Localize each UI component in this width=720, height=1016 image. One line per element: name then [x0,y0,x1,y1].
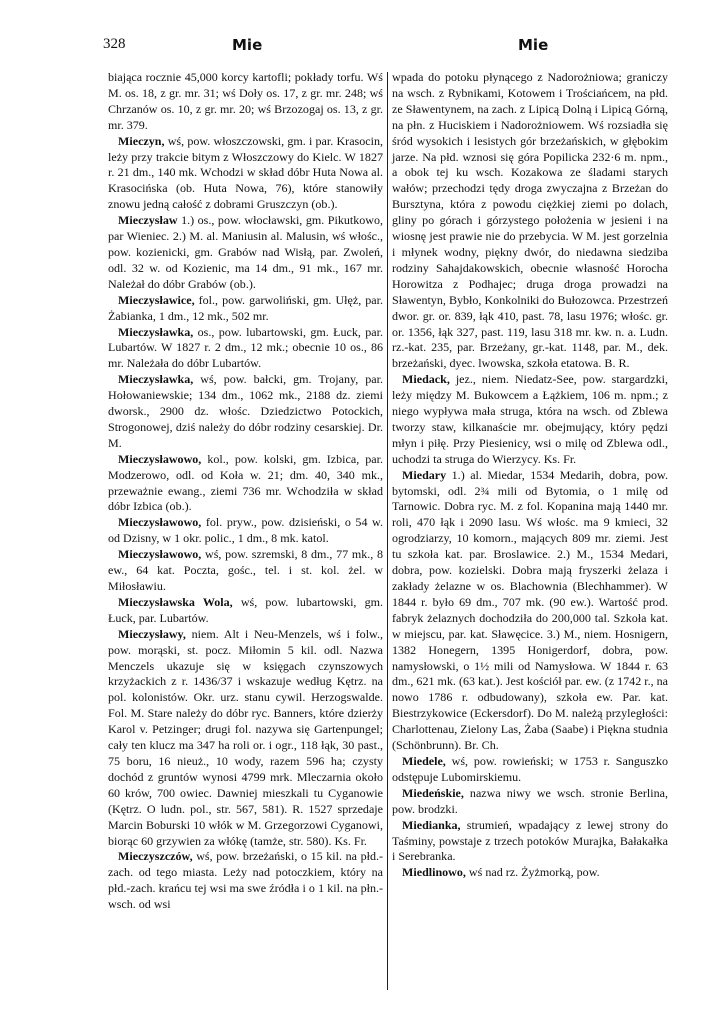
entry-text: fol., pow. garwoliński, gm. Ułęż, par. Żabianka, 1 dm., 12 mk., 502 mr. [108,292,383,323]
entry-headword: Mieczyszczów, [118,849,193,864]
entry-text: wpada do potoku płynącego z Nadorożniowa; graniczy na wsch. z Rybnikami, Kotowem i Trościańcem, na płd. ze Sławentynem, na zach. z Lipicą Dolną i Lipicą Górną, na płn. z Huciskiem i Nadorożniowem. Wś rozsiadła się śród wysokich i lesistych gór brzeżańskich, w głębokim jarze. Na płd. wznosi się góra Popilicka 232·6 m. npm., a obok tej ku wsch. Kozakowa ze śladami starych wałów; przechodzi tędy droga zwyczajna z Brzeżan do Bursztyna, która z powodu ciężkiej ziemi po dolach, gliny po górach i górzystego położenia w jesieni i na wiosnę jest prawie nie do przebycia. W M. jest gorzelnia i młynek wodny, piękny dwór, do niedawna siedziba rodziny Sahajdakowskich, obecnie własność Horocha Horowitza z Podhajec; druga droga prowadzi na Sławentyn, Bybło, Konkolniki do Bułozowca. Przestrzeń dwor. gr. or. 839, łąk 410, past. 78, lasu 1976; włośc. gr. or. 1356, łąk 327, past. 119, lasu 318 mr. kw. n. a. Ludn. rz.-kat. 235, par. Brzeżany, gr.-kat. 1148, par. M., dek. brzeżański, dyec. lwowska, szkoła etatowa. B. R. [392,70,668,371]
entry-text: os., pow. lubartowski, gm. Łuck, par. Lubartów. W 1827 r. 2 dm., 12 mk.; obecnie 10 os., 86 mr. Należała do dóbr Lubartów. [108,324,383,371]
dictionary-entry [392,372,668,467]
entry-text: biająca rocznie 45,000 korcy kartofli; pokłady torfu. Wś M. os. 18, z gr. mr. 31; wś Doły os. 17, z gr. mr. 248; wś Chrzanów os. 10, z gr. mr. 20; wś Brzozogaj os. 13, z gr. mr. 379. [108,70,383,132]
dictionary-entry [392,754,668,786]
column-divider [387,72,388,990]
dictionary-entry [392,818,668,866]
entry-text: nazwa niwy we wsch. stronie Berlina, pow. brodzki. [392,785,668,816]
dictionary-entry [108,595,383,627]
dictionary-entry [392,468,668,754]
entry-headword: Mieczysławowo, [118,515,202,530]
entry-headword: Mieczysław [118,213,178,228]
dictionary-entry [392,786,668,818]
entry-text: fol. pryw., pow. dzisieński, o 54 w. od Dzisny, w 1 okr. polic., 1 dm., 8 mk. katol. [108,515,383,546]
entry-text: 1.) al. Miedar, 1534 Medarih, dobra, pow. bytomski, odl. 2¾ mili od Bytomia, o 1 milę od Tarnowic. Dobra ryc. M. z fol. Kopanina mają 1440 mr. roli, 470 łąk i 2090 lasu. Wś włośc. ma 9 kmieci, 32 ogrodziarzy, 10 komorn., mających 809 mr. ziemi. Jest tu szkoła kat. par. Broslawice. 2.) M., 1534 Medari, dobra, pow. kozielski. Dobra mają fryszerki żelaza i zakłady żelazne w os. Blachownia (Blechhammer). W 1844 r. było 69 dm., 707 mk. (90 ew.). Wartość prod. fabryk żelaznych dochodziła do 200,000 tal. Szkoła kat. w miejscu, par. kat. Sławęcice. 3.) M., niem. Hosnigern, 1382 Honegern, 1395 Honigerdorf, dobra, pow. namysłowski, o 1½ mili od Namysłowa. W 1844 r. 63 dm., 621 mk. (63 kat.). Jest kościół par. ew. (z 1742 r., na nowo 1786 r. odbudowany), szkoła ew. Par. kat. Biestrzykowice (Eckersdorf). Do M. należą przyległości: Charlottenau, Zielony Las, Żaba (Saabe) i Piękna studnia (Schönbrunn). Br. Ch. [392,467,668,753]
entry-headword: Mieczysławka, [118,372,194,387]
entry-headword: Mieczysławowo, [118,547,202,562]
entry-headword: Miedeńskie, [402,785,464,800]
entry-headword: Mieczysławka, [118,324,194,339]
entry-headword: Miedack, [402,372,450,387]
entry-text: niem. Alt i Neu-Menzels, wś i folw., pow. morąski, st. pocz. Miłomin 5 kil. odl. Nazwa Menczels ukazuje się w księgach czynszowych krzyżackich z r. 1436/37 i wskazuje według Kętrz. na pol. kolonistów. Okr. urz. stanu cywil. Herzogswalde. Fol. M. Stare należy do dóbr ryc. Banners, które dzierży Karol v. Petzinger; drugi fol. nazywa się Gartenpungel; cały ten klucz ma 347 ha roli or. i ogr., 118 łąk, 30 past., 75 boru, 16 nieuż., 10 wody, razem 596 ha; czysty dochód z gruntów wynosi 4799 mrk. Mleczarnia około 60 krów, 700 owiec. Dawniej mieszkali tu Cyganowie (Kętrz. O ludn. pol., str. 567, 581). R. 1527 sprzedaje Marcin Boburski 10 włók w M. Grzegorzowi Cyganowi, biorąc 60 grzywien za włókę (tamże, str. 580). Ks. Fr. [108,626,383,848]
dictionary-entry [108,627,383,850]
entry-text: kol., pow. kolski, gm. Izbica, par. Modzerowo, odl. od Koła w. 21; dm. 40, 340 mk., przeważnie ewang., ziemi 736 mr. Wchodziła w skład dóbr Izbica (ob.). [108,451,383,514]
page-number: 328 [103,36,126,52]
dictionary-entry [108,70,383,134]
left-column [108,70,383,913]
right-column [392,70,668,881]
entry-text: wś, pow. rowieński; w 1753 r. Sanguszko odstępuje Lubomirskiemu. [392,753,668,784]
entry-headword: Miedary [402,467,447,482]
entry-headword: Mieczysławska Wola, [118,594,233,609]
dictionary-entry [108,293,383,325]
dictionary-entry [108,452,383,516]
entry-text: wś, pow. szremski, 8 dm., 77 mk., 8 ew., 64 kat. Poczta, gośc., tel. i st. kol. żel. w Miłosławiu. [108,547,383,593]
entry-text: wś, pow. lubartowski, gm. Łuck, par. Lubartów. [108,594,383,625]
entry-headword: Miedele, [402,753,446,768]
entry-headword: Mieczysławy, [118,626,186,641]
dictionary-entry [108,213,383,293]
entry-text: jez., niem. Niedatz-See, pow. stargardzki, leży między M. Bukowcem a Łążkiem, 106 m. npm.; z niego wypływa mała struga, która na wsch. od Zblewa tworzy staw, kilkanaście mr. obejmujący, który pędzi młyn i piłę. Przy Piesienicy, wsi o milę od Zblewa odl., uchodzi ta struga do Wierzycy. Ks. Fr. [392,372,668,466]
page-header [0,36,720,58]
running-head-right: Mie [518,36,549,54]
entry-text: wś nad rz. Żyżmorką, pow. [465,865,600,880]
entry-text: strumień, wpadający z lewej strony do Taśminy, powstaje z trzech potoków Murajka, Bałakałka i Serebranka. [392,817,668,864]
entry-text: wś, pow. brzeżański, o 15 kil. na płd.-zach. od tego miasta. Leży nad potoczkiem, który na płd.-zach. krańcu tej wsi ma swe źródła i o 1 kil. na płn.-wsch. od wsi [108,849,383,912]
entry-text: 1.) os., pow. włocławski, gm. Pikutkowo, par Wieniec. 2.) M. al. Maniusin al. Malusin, wś włośc., pow. kozienicki, gm. Grabów nad Wisłą, par. Zwoleń, odl. 32 w. od Kozienic, ma 14 dm., 91 mk., 167 mr. Należał do dóbr Grabów (ob.). [108,213,383,291]
dictionary-entry [108,849,383,913]
dictionary-entry [392,70,668,372]
dictionary-entry [392,865,668,881]
dictionary-entry [108,515,383,547]
entry-headword: Mieczysławice, [118,292,195,307]
dictionary-entry [108,547,383,595]
dictionary-entry [108,325,383,373]
entry-text: wś, pow. włoszczowski, gm. i par. Krasocin, leży przy trakcie bitym z Włoszczowy do Kielc. W 1827 r. 21 dm., 140 mk. Wchodzi w skład dóbr Huta Nowa al. Krasocińska (ob. Huta Nowa, 76), które stanowiły znowu jedną całość z dobrami Gruszczyn (ob.). [108,133,383,212]
entry-text: wś, pow. bałcki, gm. Trojany, par. Hołowaniewskie; 134 dm., 1062 mk., 2188 dz. ziemi dworsk., 2900 dz. włośc. Dziedzictwo Potockich, Strogonowej, dziś należy do dóbr rodziny cesarskiej. Dr. M. [108,372,383,450]
entry-headword: Miedlinowo, [402,865,466,880]
running-head-left: Mie [232,36,263,54]
dictionary-entry [108,134,383,214]
entry-headword: Miedianka, [402,817,461,832]
entry-headword: Mieczysławowo, [118,451,202,466]
dictionary-entry [108,372,383,452]
entry-headword: Mieczyn, [118,133,165,148]
